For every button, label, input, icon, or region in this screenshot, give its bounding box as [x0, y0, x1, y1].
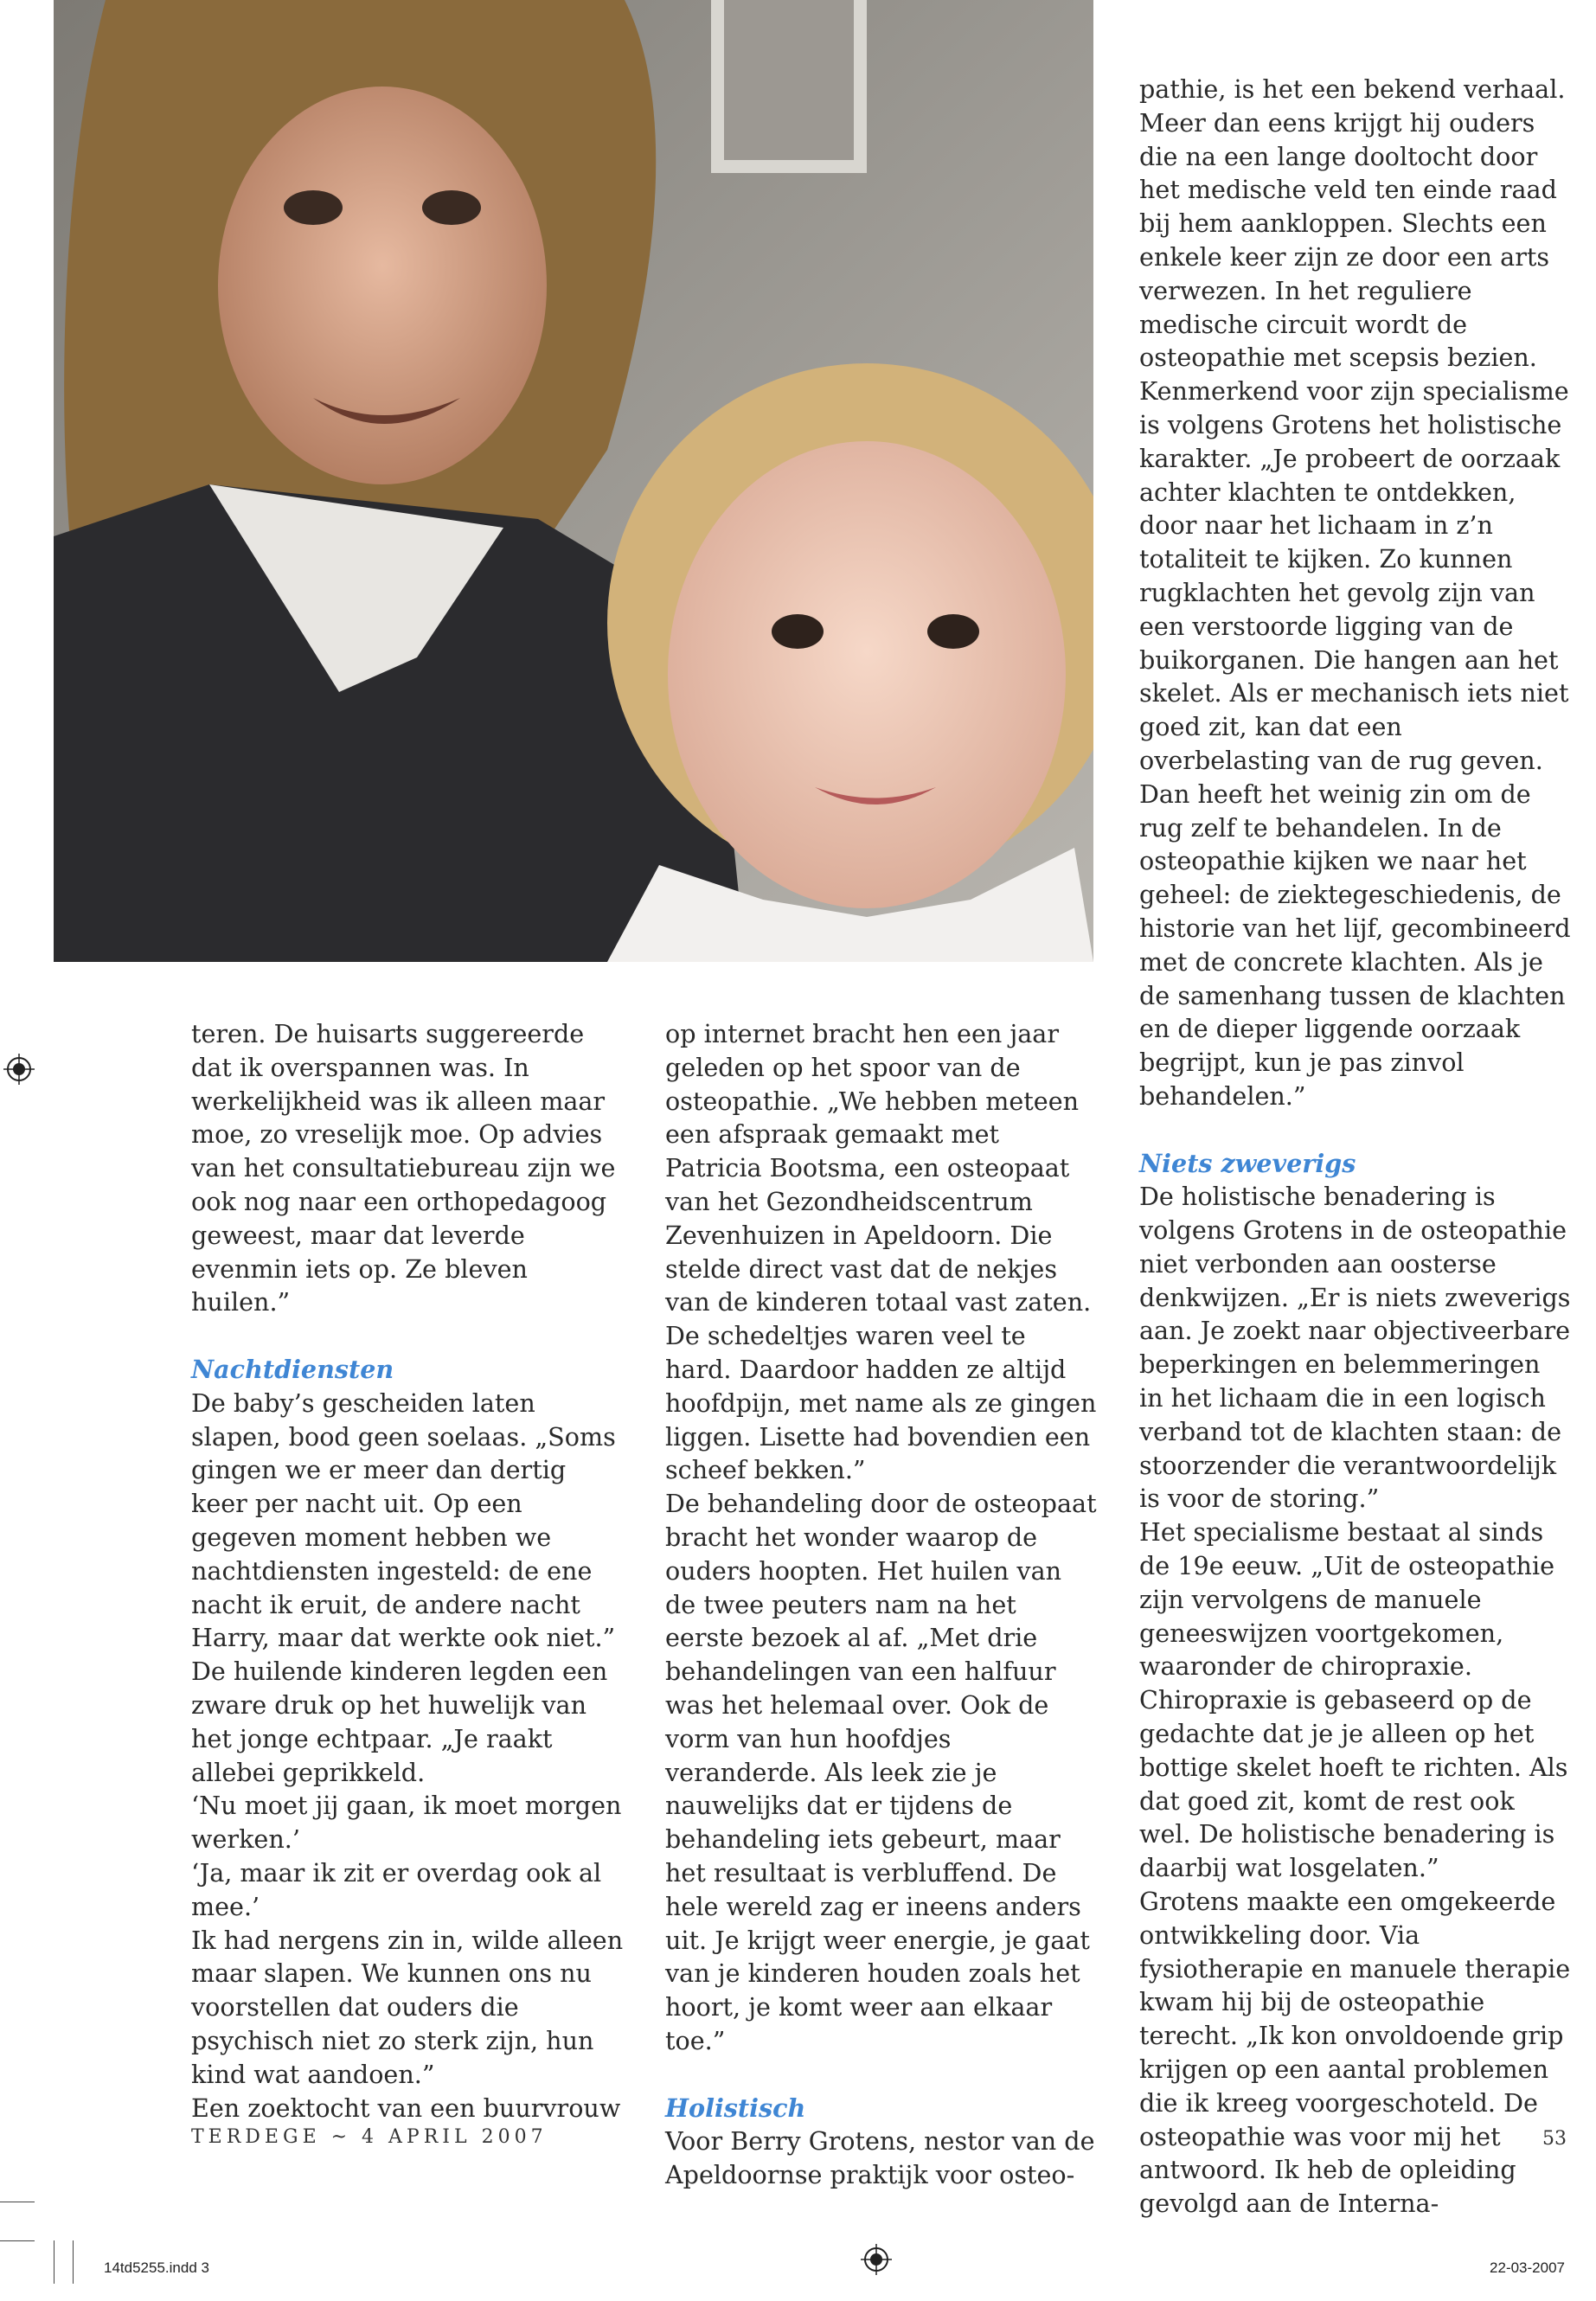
print-slug-file: 14td5255.indd 3 — [104, 2259, 209, 2276]
paragraph: ‘Ja, maar ik zit er overdag ook al mee.’ — [191, 1857, 602, 1921]
crop-mark — [73, 2240, 74, 2284]
paragraph: Het specialisme bestaat al sinds de 19e eeuw. „Uit de osteopathie zijn vervolgens de manuele geneeswijzen voortgekomen, waaronder de chiropraxie. Chiropraxie is gebaseerd op de gedachte dat je je alleen op het bottige skelet hoeft te richten. Als dat goed zit, komt de rest ook wel. De holistische benadering is daarbij wat losgelaten.” — [1139, 1517, 1568, 1883]
registration-mark-icon — [861, 2244, 892, 2275]
paragraph: Een zoektocht van een buurvrouw — [191, 2093, 621, 2123]
paragraph: op internet bracht hen een jaar geleden op het spoor van de osteopathie. „We hebben meteen een afspraak gemaakt met Patricia Bootsma, een osteopaat van het Gezondheidscentrum Zevenhuizen in Apeldoorn. Die stelde direct vast dat de nekjes van de kinderen totaal vast zaten. De schedeltjes waren veel te hard. Daardoor hadden ze altijd hoofdpijn, met name als ze gingen liggen. Lisette had bovendien een scheef bekken.” — [665, 1019, 1097, 1485]
paragraph: Ik had nergens zin in, wilde alleen maar slapen. We kunnen ons nu voorstellen dat ouders die psychisch niet zo sterk zijn, hun kind wat aandoen.” — [191, 1925, 624, 2089]
paragraph: pathie, is het een bekend verhaal. Meer dan eens krijgt hij ouders die na een lange dooltocht door het medische veld ten einde raad bij hem aankloppen. Slechts een enkele keer zijn ze door een arts verwezen. In het reguliere medische circuit wordt de osteopathie met scepsis bezien. — [1139, 74, 1566, 373]
paragraph: ‘Nu moet jij gaan, ik moet morgen werken.’ — [191, 1791, 622, 1855]
paragraph: De holistische benadering is volgens Grotens in de osteopathie niet verbonden aan oosterse denkwijzen. „Er is niets zweverigs aan. Je zoekt naar objectiveerbare beperkingen en belemmeringen in het lichaam die in een logisch verband tot de klachten staan: de stoorzender die verantwoordelijk is voor de storing.” — [1139, 1182, 1571, 1514]
paragraph: Grotens maakte een omgekeerde ontwikkeling door. Via fysiotherapie en manuele therapie kwam hij bij de osteopathie terecht. „Ik kon onvoldoende grip krijgen op een aantal problemen die ik kreeg voorgeschoteld. De osteopathie was voor mij het antwoord. Ik heb de opleiding gevolgd aan de Interna- — [1139, 1887, 1571, 2219]
paragraph: De huilende kinderen legden een zware druk op het huwelijk van het jonge echtpaar. „Je raakt allebei geprikkeld. — [191, 1657, 608, 1787]
paragraph: Kenmerkend voor zijn specialisme is volgens Grotens het holistische karakter. „Je probeert de oorzaak achter klachten te ontdekken, door naar het lichaam in z’n totaliteit te kijken. Zo kunnen rugklachten het gevolg zijn van een verstoorde ligging van de buikorganen. Die hangen aan het skelet. Als er mechanisch iets niet goed zit, kan dat een overbelasting van de rug geven. Dan heeft het weinig zin om de rug zelf te behandelen. In de osteopathie kijken we naar het geheel: de ziektegeschiedenis, de historie van het lijf, gecombineerd met de concrete klachten. Als je de samenhang tussen de klachten en de dieper liggende oorzaak begrijpt, kun je pas zinvol behandelen.” — [1139, 376, 1571, 1111]
article-column-3 — [1139, 73, 1572, 2221]
page-number: 53 — [1542, 2128, 1567, 2150]
article-column-1 — [191, 1017, 624, 2125]
article-photo — [54, 0, 1093, 962]
mother-and-daughter-photo-icon — [54, 0, 1093, 962]
registration-mark-icon — [3, 1054, 35, 1085]
paragraph: De behandeling door de osteopaat bracht het wonder waarop de ouders hoopten. Het huilen van de twee peuters nam na het eerste bezoek al af. „Met drie behandelingen van een halfuur was het helemaal over. Ook de vorm van hun hoofdjes veranderde. Als leek zie je nauwelijks dat er tijdens de behandeling iets gebeurt, maar het resultaat is verbluffend. De hele wereld zag er ineens anders uit. Je krijgt weer energie, je gaat van je kinderen houden zoals het hoort, je komt weer aan elkaar toe.” — [665, 1489, 1097, 2055]
paragraph-gap — [1139, 1113, 1572, 1147]
subheading-niets-zweverigs: Niets zweverigs — [1139, 1148, 1356, 1178]
crop-mark — [0, 2240, 35, 2241]
paragraph: De baby’s gescheiden laten slapen, bood geen soelaas. „Soms gingen we er meer dan dertig keer per nacht uit. Op een gegeven moment hebben we nachtdiensten ingesteld: de ene nacht ik eruit, de andere nacht Harry, maar dat werkte ook niet.” — [191, 1388, 616, 1653]
paragraph: teren. De huisarts suggereerde dat ik overspannen was. In werkelijkheid was ik alleen maar moe, zo vreselijk moe. Op advies van het consultatiebureau zijn we ook nog naar een orthopedagoog geweest, maar dat leverde evenmin iets op. Ze bleven huilen.” — [191, 1019, 616, 1317]
paragraph-gap — [665, 2058, 1098, 2092]
article-column-2 — [665, 1017, 1098, 2192]
subheading-holistisch: Holistisch — [665, 2093, 806, 2123]
paragraph-gap — [191, 1319, 624, 1353]
subheading-nachtdiensten: Nachtdiensten — [191, 1354, 394, 1384]
magazine-footer: TERDEGE ~ 4 APRIL 2007 — [191, 2126, 548, 2148]
paragraph: Voor Berry Grotens, nestor van de Apeldoornse praktijk voor osteo- — [665, 2126, 1095, 2190]
print-slug-date: 22-03-2007 — [1490, 2259, 1565, 2276]
